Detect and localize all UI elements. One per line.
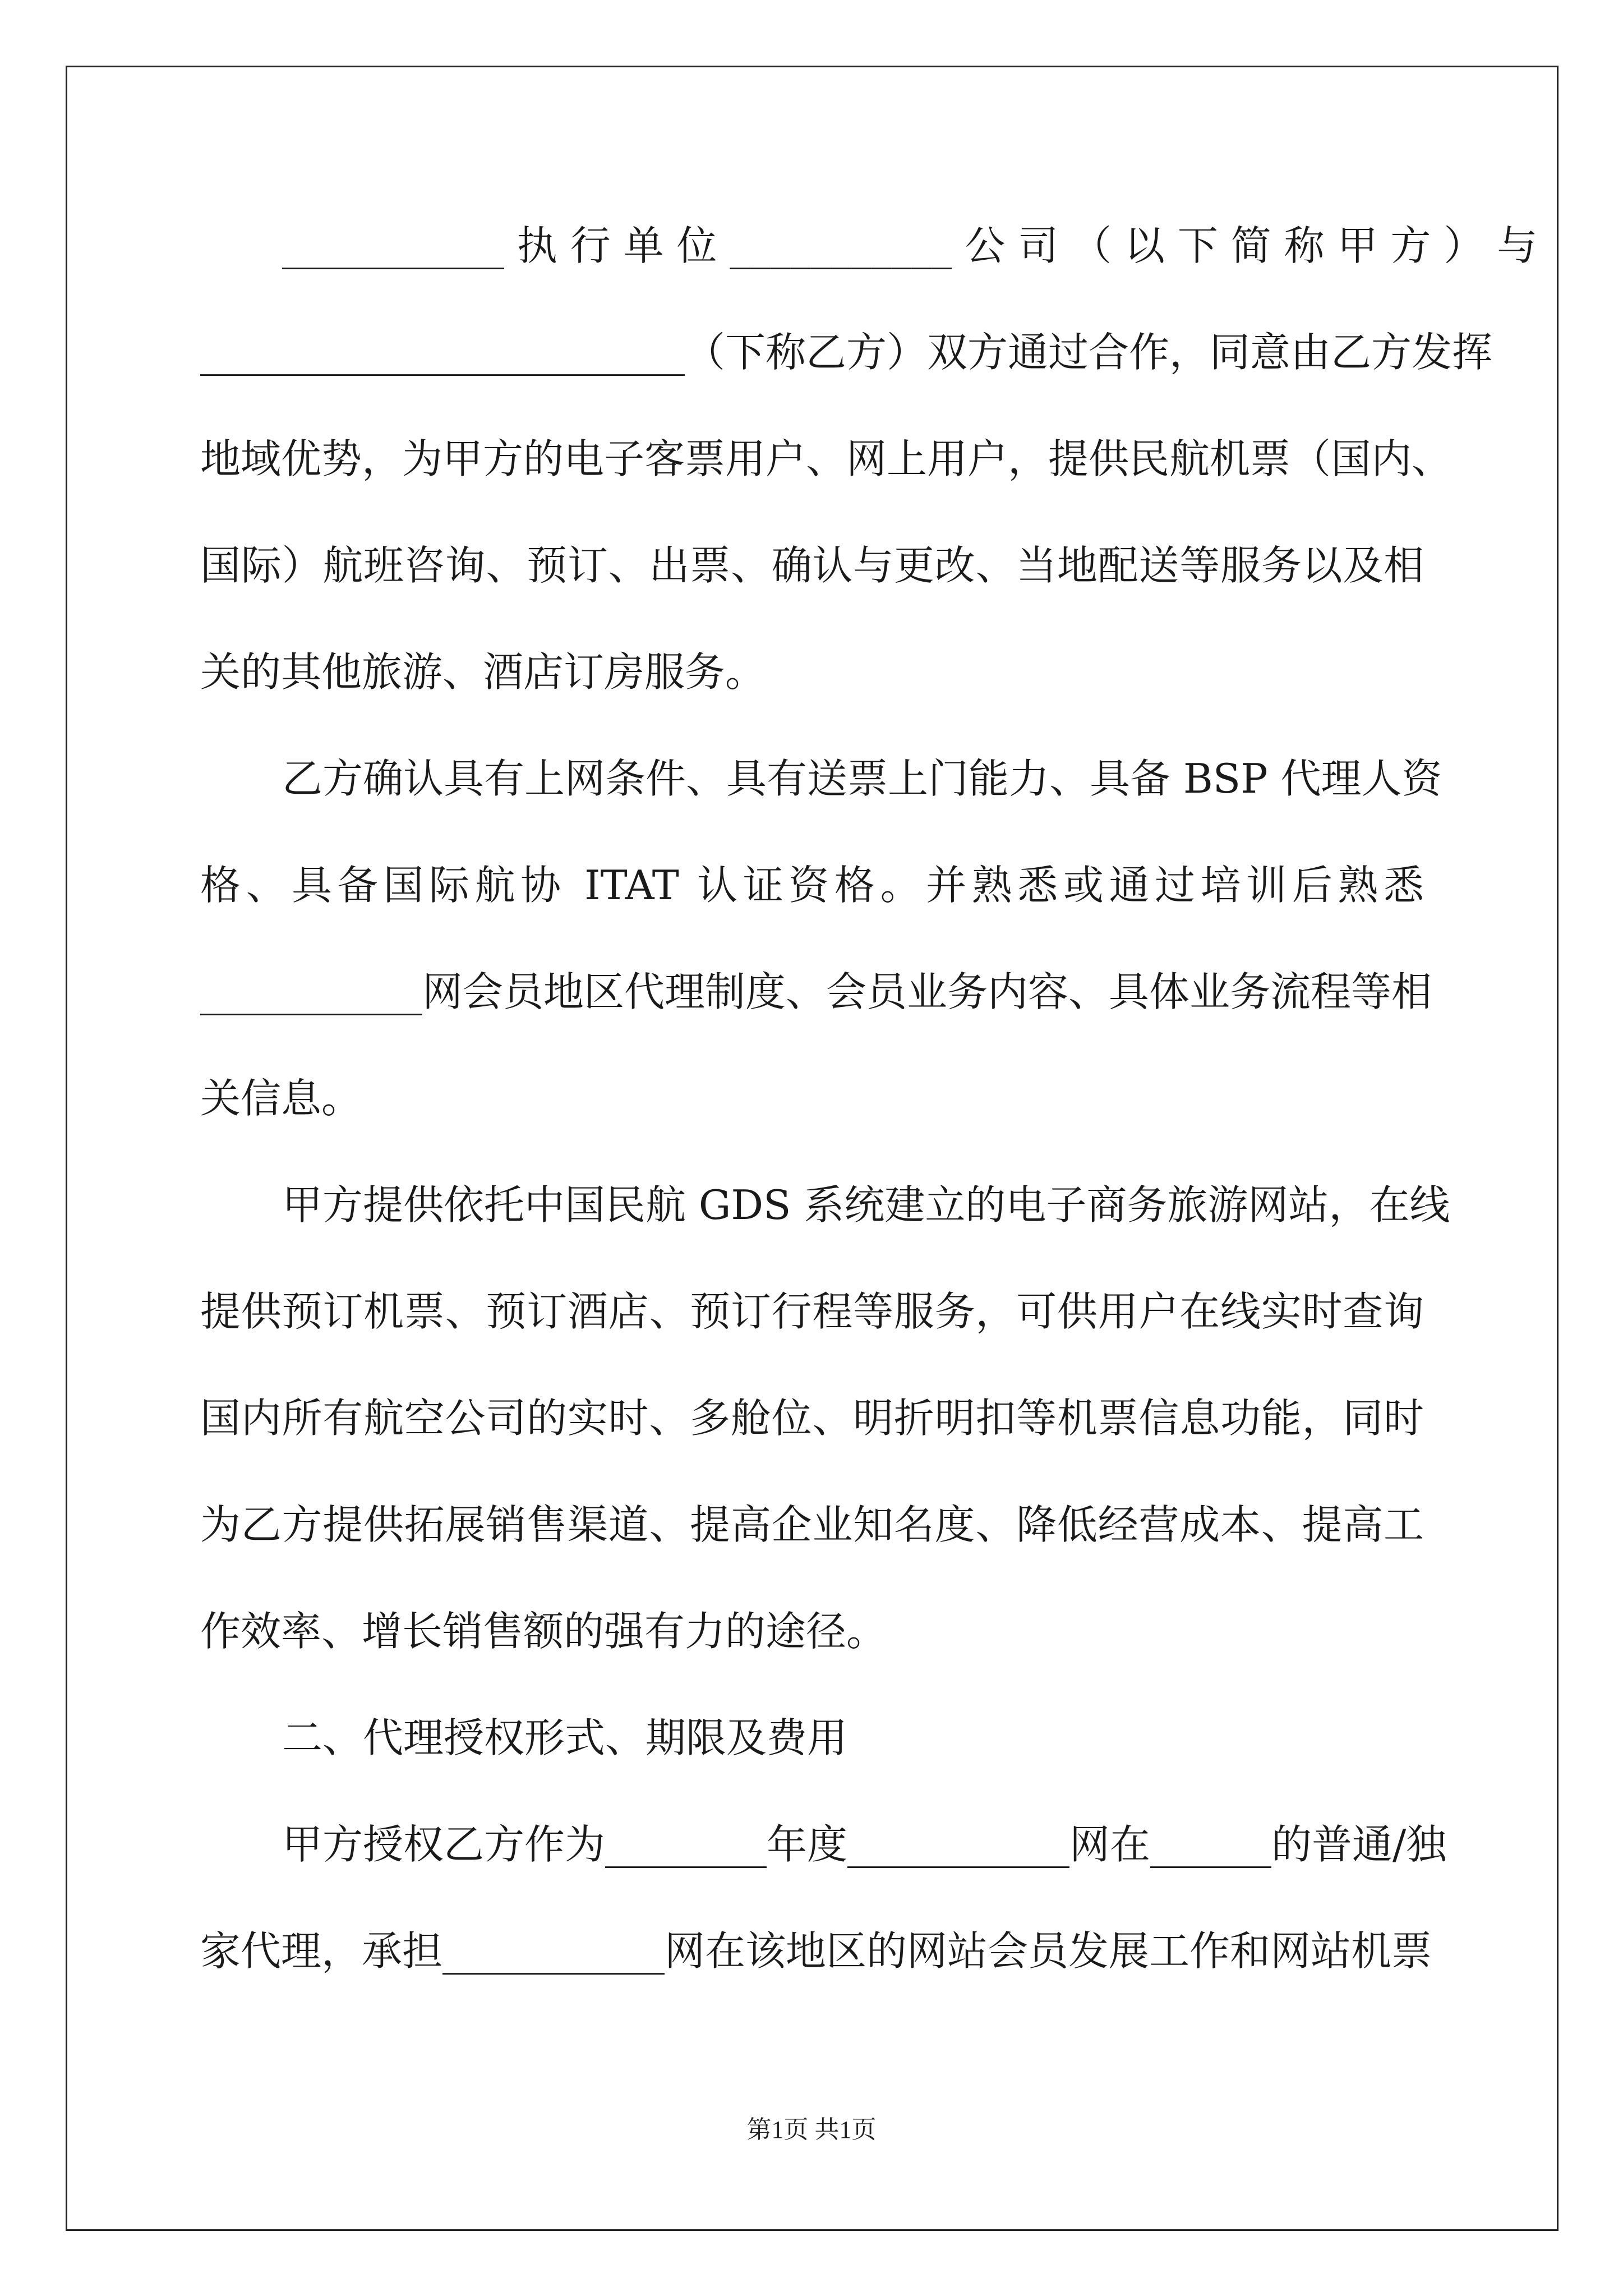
paragraph-line: 国内所有航空公司的实时、多舱位、明折明扣等机票信息功能，同时 — [200, 1395, 1424, 1442]
paragraph-line: ________________________（下称乙方）双方通过合作，同意由乙方发挥 — [200, 329, 1493, 376]
paragraph-line: 关信息。 — [200, 1075, 362, 1122]
paragraph-line: 甲方提供依托中国民航 GDS 系统建立的电子商务旅游网站，在线 — [282, 1181, 1450, 1228]
paragraph-line: 为乙方提供拓展销售渠道、提高企业知名度、降低经营成本、提高工 — [200, 1501, 1424, 1548]
document-body — [200, 215, 1538, 2027]
paragraph-line: 格、具备国际航协 ITAT 认证资格。并熟悉或通过培训后熟悉 — [200, 862, 1424, 909]
paragraph-line: 提供预订机票、预订酒店、预订行程等服务，可供用户在线实时查询 — [200, 1288, 1424, 1335]
paragraph-line: ___________ 执 行 单 位 ___________ 公 司 （ 以 下 简 称 甲 方 ） 与 — [282, 222, 1538, 269]
paragraph-line: 家代理，承担___________网在该地区的网站会员发展工作和网站机票 — [200, 1927, 1432, 1975]
paragraph-line: 地域优势，为甲方的电子客票用户、网上用户，提供民航机票（国内、 — [200, 435, 1453, 482]
section-heading: 二、代理授权形式、期限及费用 — [282, 1714, 848, 1761]
paragraph-line: ___________网会员地区代理制度、会员业务内容、具体业务流程等相 — [200, 968, 1432, 1015]
paragraph-line: 乙方确认具有上网条件、具有送票上门能力、具备 BSP 代理人资 — [282, 755, 1442, 802]
paragraph-line: 关的其他旅游、酒店订房服务。 — [200, 648, 766, 696]
paragraph-line: 作效率、增长销售额的强有力的途径。 — [200, 1608, 887, 1655]
paragraph-line: 甲方授权乙方作为________年度___________网在______的普通/独 — [282, 1821, 1447, 1868]
paragraph-line: 国际）航班咨询、预订、出票、确认与更改、当地配送等服务以及相 — [200, 542, 1424, 589]
page-number-footer: 第1页 共1页 — [746, 2116, 877, 2143]
